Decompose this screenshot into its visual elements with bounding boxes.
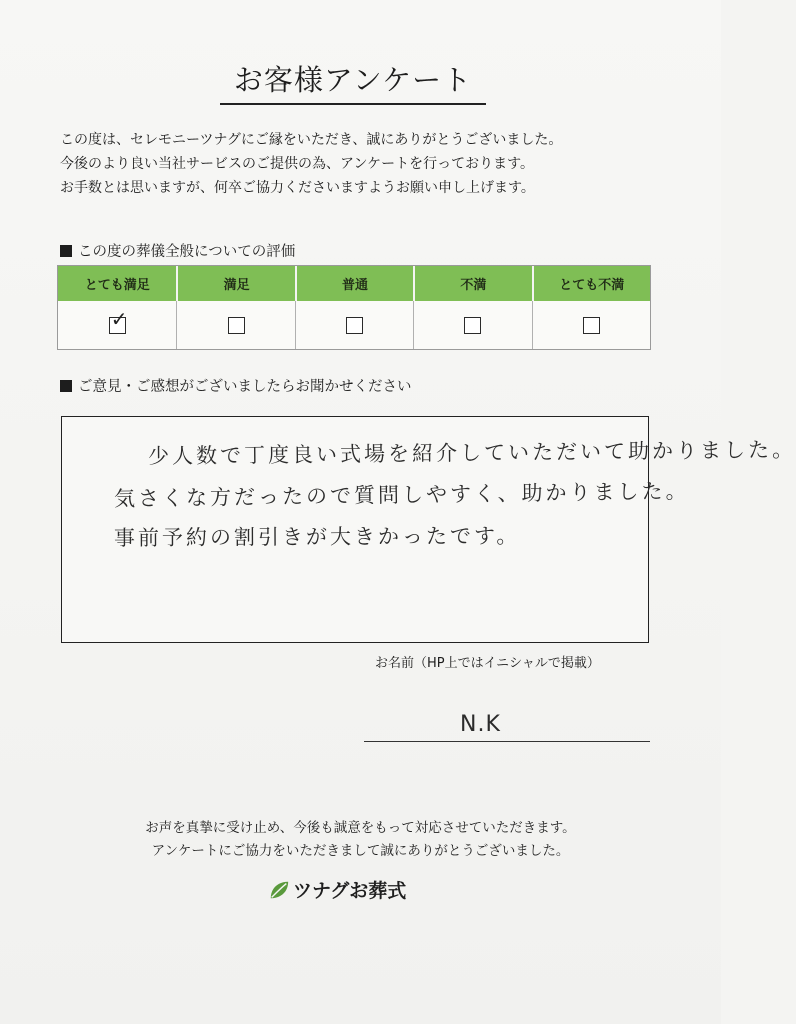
handwritten-comment-line: 気さくな方だったので質問しやすく、助かりました。 <box>113 478 690 512</box>
leaf-icon <box>268 879 290 901</box>
rating-checkbox[interactable] <box>228 317 245 334</box>
name-value: N.K <box>460 712 501 737</box>
rating-checkbox[interactable] <box>346 317 363 334</box>
rating-cell[interactable] <box>413 301 531 349</box>
closing-line: アンケートにご協力をいただきまして誠にありがとうございました。 <box>151 843 570 859</box>
checkmark-icon: ✓ <box>110 306 128 331</box>
closing-text <box>0 817 721 863</box>
company-logo <box>268 876 406 903</box>
comments-section-heading <box>60 375 412 396</box>
comments-box[interactable] <box>61 416 796 643</box>
name-label: お名前（HP上ではイニシャルで掲載） <box>375 656 600 671</box>
square-bullet-icon <box>60 245 72 257</box>
rating-checkbox[interactable] <box>109 306 128 334</box>
name-underline[interactable] <box>364 741 650 742</box>
logo-text: ツナグお葬式 <box>293 880 407 902</box>
intro-line: この度は、セレモニーツナグにご縁をいただき、誠にありがとうございました。 <box>60 132 563 148</box>
rating-checkbox[interactable] <box>464 317 481 334</box>
rating-header-very-satisfied: とても満足 <box>58 266 176 301</box>
intro-line: お手数とは思いますが、何卒ご協力くださいますようお願い申し上げます。 <box>60 180 535 196</box>
rating-header-satisfied: 満足 <box>176 266 294 301</box>
rating-heading-label: この度の葬儀全般についての評価 <box>78 244 296 260</box>
intro-line: 今後のより良い当社サービスのご提供の為、アンケートを行っております。 <box>60 156 535 172</box>
page-title: お客様アンケート <box>220 58 486 105</box>
rating-header-dissatisfied: 不満 <box>413 266 531 301</box>
handwritten-comment-line: 事前予約の割引きが大きかったです。 <box>113 523 521 551</box>
closing-line: お声を真摯に受け止め、今後も誠意をもって対応させていただきます。 <box>145 820 576 836</box>
square-bullet-icon <box>60 380 72 392</box>
rating-cell[interactable] <box>532 301 650 349</box>
handwritten-comment-line: 少人数で丁度良い式場を紹介していただいて助かりました。 <box>147 437 796 469</box>
rating-cell[interactable] <box>58 301 176 349</box>
rating-header-very-dissatisfied: とても不満 <box>532 266 650 301</box>
rating-cell[interactable] <box>295 301 413 349</box>
rating-table <box>57 265 651 350</box>
rating-header-normal: 普通 <box>295 266 413 301</box>
rating-cell[interactable] <box>176 301 294 349</box>
rating-checkbox[interactable] <box>583 317 600 334</box>
rating-section-heading <box>60 240 295 261</box>
comments-heading-label: ご意見・ご感想がございましたらお聞かせください <box>78 379 412 395</box>
intro-text <box>60 128 562 200</box>
